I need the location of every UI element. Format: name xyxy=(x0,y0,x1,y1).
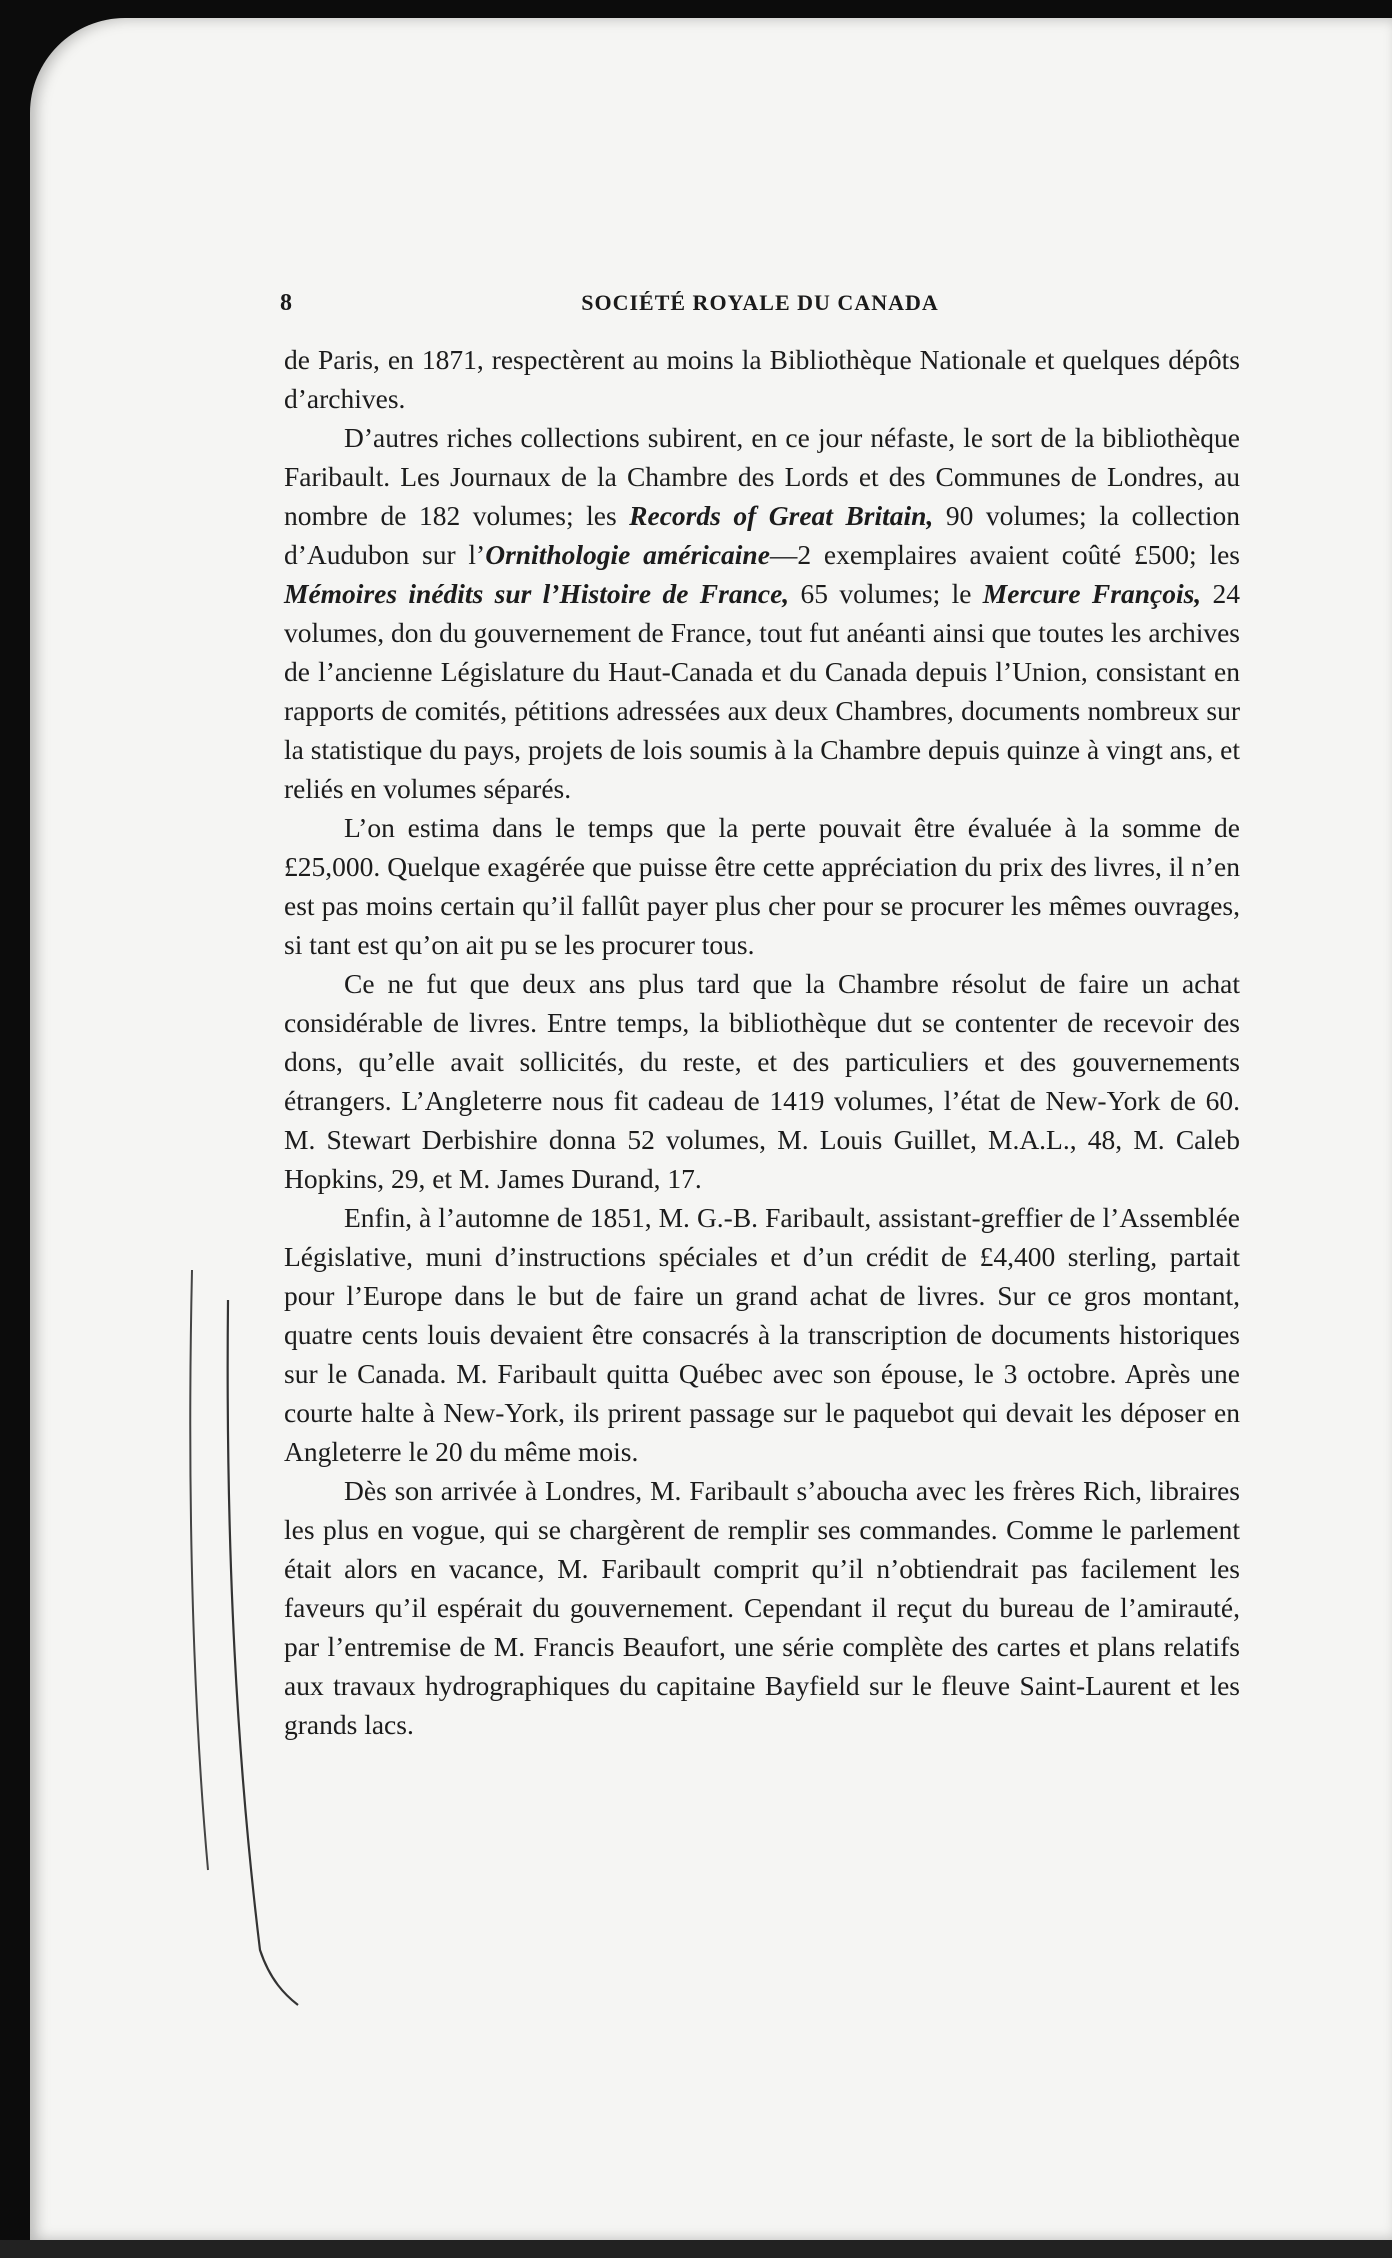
text-run: L’on estima dans le temps que la perte pouvait être évaluée à la somme de £25,000. Quelque exagérée que puisse être cette appréciation du prix des livres, il n’en est pas moins certain qu’il fallût payer plus cher pour se procurer les mêmes ouvrages, si tant est qu’on ait pu se les procurer tous. xyxy=(284,812,1240,960)
body-text xyxy=(284,340,1240,1744)
paragraph xyxy=(284,1471,1240,1744)
italic-title: Ornithologie américaine xyxy=(485,539,770,570)
text-run: de Paris, en 1871, respectèrent au moins la Bibliothèque Nationale et quelques dépôts d’archives. xyxy=(284,344,1240,414)
paragraph xyxy=(284,340,1240,418)
page-number: 8 xyxy=(280,290,292,316)
italic-title: Mémoires inédits sur l’Histoire de France, xyxy=(284,578,790,609)
italic-title: Records of Great Britain, xyxy=(629,500,934,531)
italic-title: Mercure François, xyxy=(982,578,1202,609)
text-run: Ce ne fut que deux ans plus tard que la Chambre résolut de faire un achat considérable de livres. Entre temps, la bibliothèque dut se contenter de recevoir des dons, qu’elle avait sollicités, du reste, et des particuliers et des gouvernements étrangers. L’Angleterre nous fit cadeau de 1419 volumes, l’état de New-York de 60. M. Stewart Derbishire donna 52 volumes, M. Louis Guillet, M.A.L., 48, M. Caleb Hopkins, 29, et M. James Durand, 17. xyxy=(284,968,1240,1194)
text-run: 90 volumes; la collection d’Audubon sur l’ xyxy=(284,500,1240,570)
text-run: 24 volumes, don du gouvernement de France, tout fut anéanti ainsi que toutes les archives de l’ancienne Législature du Haut-Canada et du Canada depuis l’Union, consistant en rapports de comités, pétitions adressées aux deux Chambres, documents nombreux sur la statistique du pays, projets de lois soumis à la Chambre depuis quinze à vingt ans, et reliés en volumes séparés. xyxy=(284,578,1241,804)
paragraph xyxy=(284,418,1240,808)
paragraph xyxy=(284,808,1240,964)
paragraph xyxy=(284,964,1240,1198)
running-head: SOCIÉTÉ ROYALE DU CANADA xyxy=(581,290,939,315)
text-run: D’autres riches collections subirent, en ce jour néfaste, le sort de la bibliothèque Faribault. Les Journaux de la Chambre des Lords et des Communes de Londres, au nombre de 182 volumes; les xyxy=(284,422,1240,531)
paragraph xyxy=(284,1198,1240,1471)
text-run: —2 exemplaires avaient coûté £500; les xyxy=(769,539,1240,570)
text-run: Enfin, à l’automne de 1851, M. G.-B. Faribault, assistant-greffier de l’Assemblée Législative, muni d’instructions spéciales et d’un crédit de £4,400 sterling, partait pour l’Europe dans le but de faire un grand achat de livres. Sur ce gros montant, quatre cents louis devaient être consacrés à la transcription de documents historiques sur le Canada. M. Faribault quitta Québec avec son épouse, le 3 octobre. Après une courte halte à New-York, ils prirent passage sur le paquebot qui devait les déposer en Angleterre le 20 du même mois. xyxy=(284,1202,1240,1467)
page-header xyxy=(280,290,1240,324)
text-run: 65 volumes; le xyxy=(789,578,983,609)
text-run: Dès son arrivée à Londres, M. Faribault s’aboucha avec les frères Rich, libraires les plus en vogue, qui se chargèrent de remplir ses commandes. Comme le parlement était alors en vacance, M. Faribault comprit qu’il n’obtiendrait pas facilement les faveurs qu’il espérait du gouvernement. Cependant il reçut du bureau de l’amirauté, par l’entremise de M. Francis Beaufort, une série complète des cartes et plans relatifs aux travaux hydrographiques du capitaine Bayfield sur le fleuve Saint-Laurent et les grands lacs. xyxy=(284,1475,1240,1740)
